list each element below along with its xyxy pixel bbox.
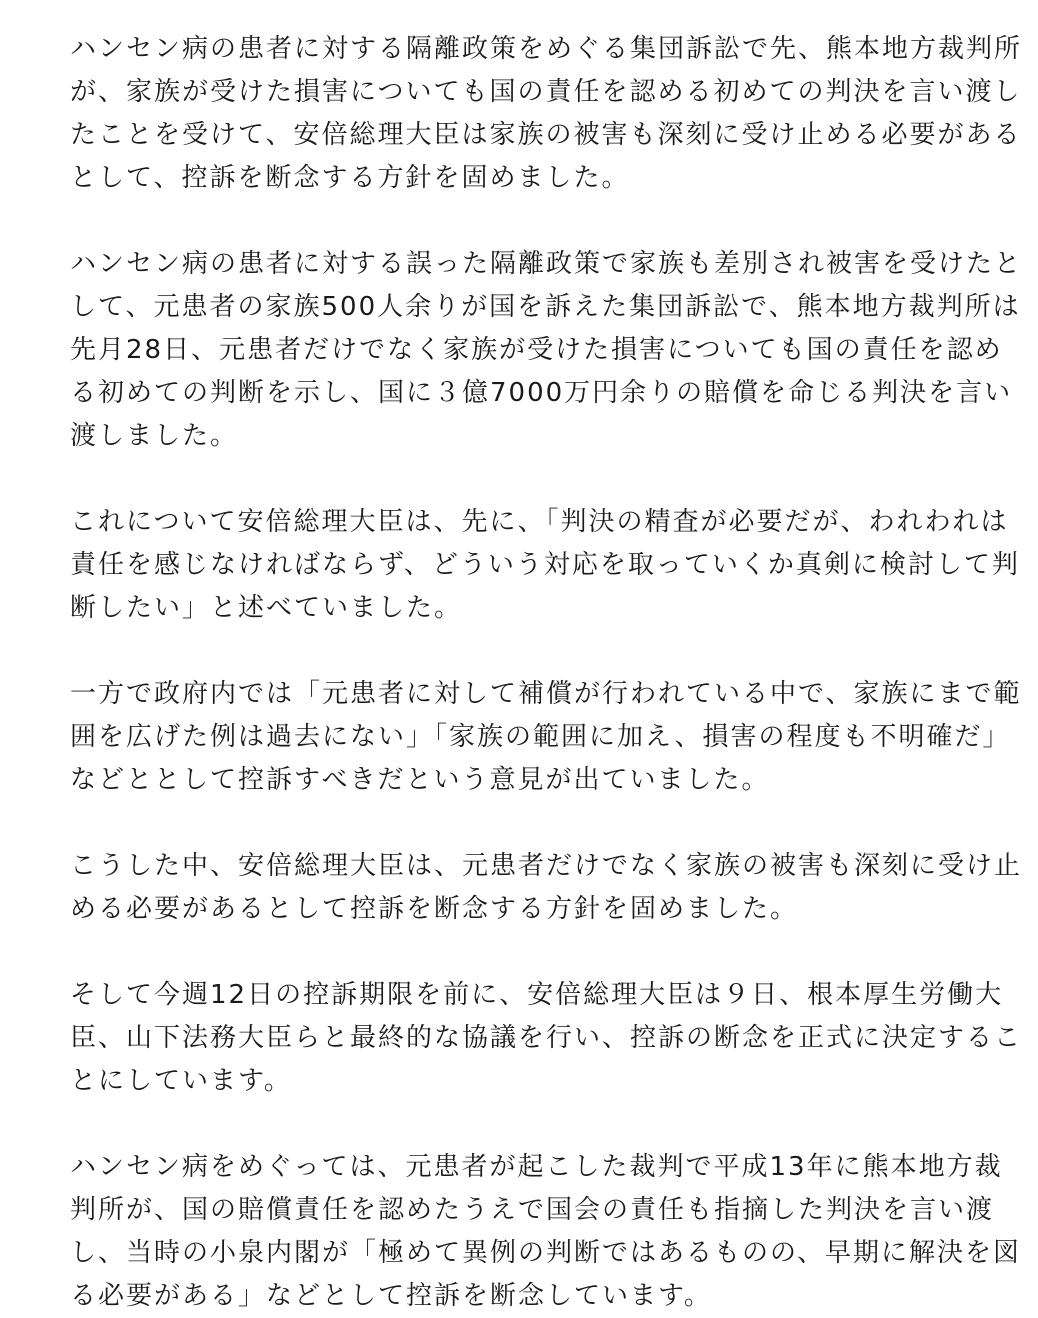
text-line: 一方で政府内では「元患者に対して補償が行われている中で、家族にまで範 <box>70 679 1022 709</box>
text-line: 断したい」と述べていました。 <box>70 593 463 623</box>
text-line: 先月28日、元患者だけでなく家族が受けた損害についても国の責任を認め <box>70 335 1003 365</box>
text-line: ハンセン病をめぐっては、元患者が起こした裁判で平成13年に熊本地方裁 <box>70 1152 1003 1182</box>
text-line: 責任を感じなければならず、どういう対応を取っていくか真剣に検討して判 <box>70 550 1020 580</box>
text-line: ハンセン病の患者に対する誤った隔離政策で家族も差別され被害を受けたと <box>70 249 1023 279</box>
text-line: 渡しました。 <box>70 421 239 451</box>
text-line: として、控訴を断念する方針を固めました。 <box>70 163 630 193</box>
article-paragraph <box>70 673 1022 802</box>
text-line: る初めての判断を示し、国に３億7000万円余りの賠償を命じる判決を言い <box>70 378 1013 408</box>
text-line: して、元患者の家族500人余りが国を訴えた集団訴訟で、熊本地方裁判所は <box>70 292 1021 322</box>
text-line: とにしています。 <box>70 1066 292 1096</box>
text-line: る必要がある」などとして控訴を断念しています。 <box>70 1281 712 1311</box>
article-paragraph <box>70 974 1023 1103</box>
text-line: そして今週12日の控訴期限を前に、安倍総理大臣は９日、根本厚生労働大 <box>70 980 1004 1010</box>
text-line: たことを受けて、安倍総理大臣は家族の被害も深刻に受け止める必要がある <box>70 120 1022 150</box>
text-line: などととして控訴すべきだという意見が出ていました。 <box>70 765 770 795</box>
article-paragraph <box>70 501 1020 630</box>
text-line: が、家族が受けた損害についても国の責任を認める初めての判決を言い渡し <box>70 77 1022 107</box>
text-line: これについて安倍総理大臣は、先に、「判決の精査が必要だが、われわれは <box>70 507 1009 537</box>
text-line: こうした中、安倍総理大臣は、元患者だけでなく家族の被害も深刻に受け止 <box>70 851 1023 881</box>
text-line: 囲を広げた例は過去にない」「家族の範囲に加え、損害の程度も不明確だ」 <box>70 722 1011 752</box>
news-article-body <box>70 28 1023 1318</box>
text-line: ハンセン病の患者に対する隔離政策をめぐる集団訴訟で先、熊本地方裁判所 <box>70 34 1023 64</box>
article-paragraph <box>70 845 1023 931</box>
text-line: 臣、山下法務大臣らと最終的な協議を行い、控訴の断念を正式に決定するこ <box>70 1023 1023 1053</box>
article-paragraph <box>70 243 1023 458</box>
text-line: 判所が、国の賠償責任を認めたうえで国会の責任も指摘した判決を言い渡 <box>70 1195 995 1225</box>
article-paragraph <box>70 1146 1021 1318</box>
text-line: める必要があるとして控訴を断念する方針を固めました。 <box>70 894 799 924</box>
article-paragraph <box>70 28 1023 200</box>
text-line: し、当時の小泉内閣が「極めて異例の判断ではあるものの、早期に解決を図 <box>70 1238 1021 1268</box>
